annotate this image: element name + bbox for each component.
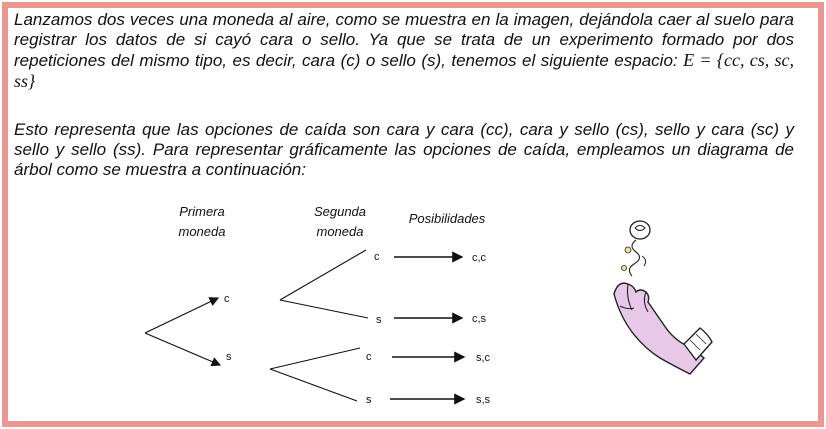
intro-text: Lanzamos dos veces una moneda al aire, como se muestra en la imagen, dejándola caer al suelo para registrar los datos de si cayó cara o sello. Ya que se trata de un experimento formado por dos repeticiones del mismo tipo, es decir, cara (c) o sello (s), tenemos el siguiente espacio: bbox=[14, 10, 794, 70]
node-second-c2: c bbox=[366, 351, 372, 363]
result-cc: c,c bbox=[472, 252, 487, 264]
node-first-s: s bbox=[226, 351, 232, 363]
branch-first-s bbox=[145, 333, 220, 365]
result-cs: c,s bbox=[472, 313, 487, 325]
explanation-paragraph: Esto representa que las opciones de caída son cara y cara (cc), cara y sello (cs), sello y cara (sc) y sello y sello (ss). Para representar gráficamente las opciones de caída, empleamos un diagrama de árbol como se muestra a continuación: bbox=[14, 120, 794, 179]
header-possibilities: Posibilidades bbox=[408, 211, 486, 226]
branch-s-c bbox=[270, 348, 360, 369]
header-second-coin-line2: moneda bbox=[316, 224, 364, 239]
header-second-coin-line1: Segunda bbox=[313, 204, 367, 219]
node-second-s2: s bbox=[366, 394, 372, 406]
result-ss: s,s bbox=[476, 394, 491, 406]
branch-c-c bbox=[280, 250, 366, 300]
branch-c-s bbox=[280, 300, 368, 318]
node-first-c: c bbox=[224, 293, 230, 305]
node-second-s1: s bbox=[376, 314, 382, 326]
sample-space-formula: E = {cc, cs, sc, ss} bbox=[14, 50, 794, 91]
header-first-coin-line2: moneda bbox=[178, 224, 226, 239]
header-first-coin-line1: Primera bbox=[179, 204, 225, 219]
result-sc: s,c bbox=[476, 352, 491, 364]
branch-first-c bbox=[145, 298, 218, 333]
hand-flipping-coin-icon bbox=[598, 216, 728, 376]
node-second-c1: c bbox=[374, 251, 380, 263]
branch-s-s bbox=[270, 369, 357, 401]
